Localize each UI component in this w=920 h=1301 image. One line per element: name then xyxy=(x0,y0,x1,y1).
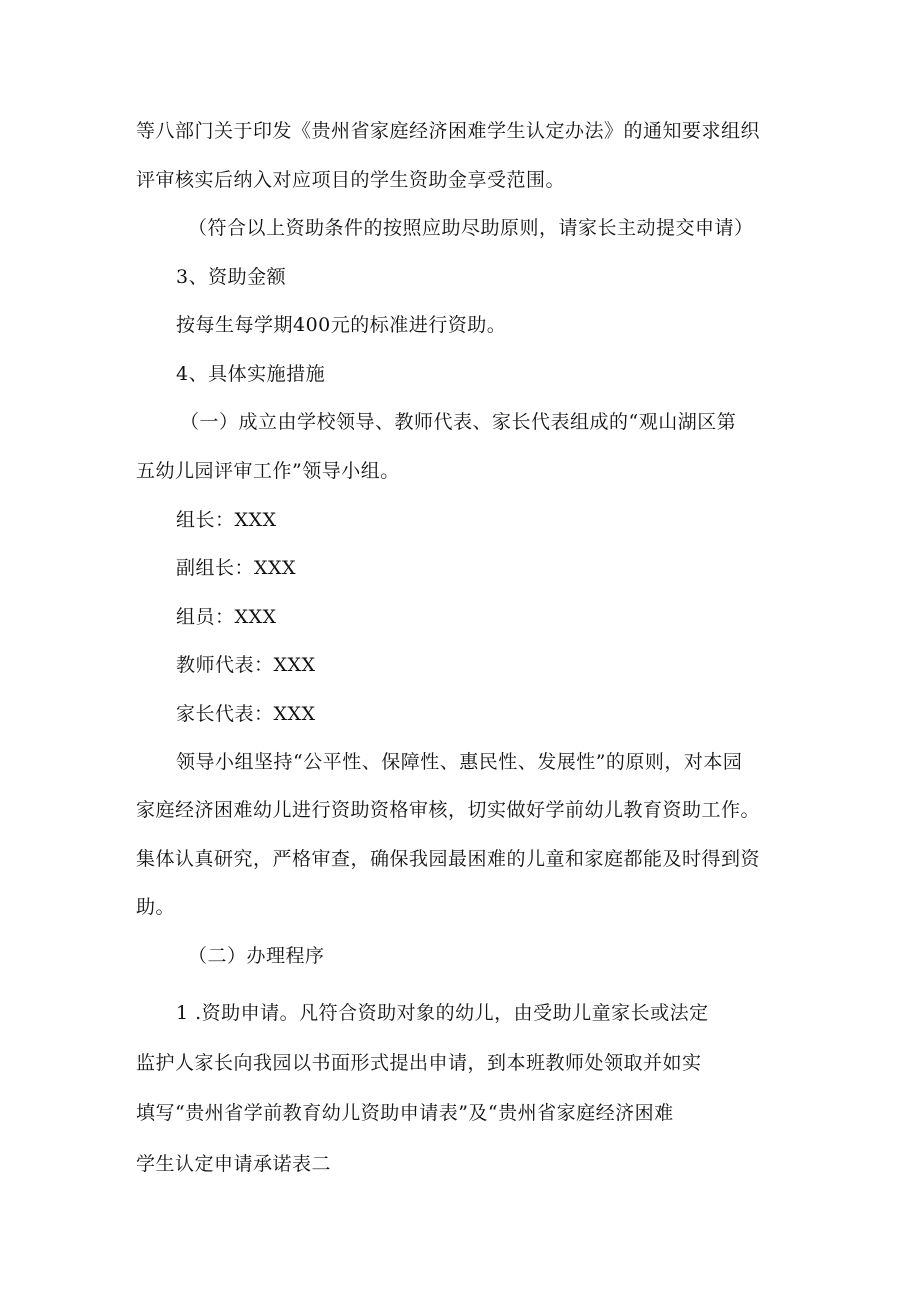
text-line: 监护人家长向我园以书面形式提出申请，到本班教师处领取并如实 xyxy=(136,1052,702,1074)
text-line: 填写“贵州省学前教育幼儿资助申请表”及“贵州省家庭经济困难 xyxy=(136,1102,674,1124)
text-line: 评审核实后纳入对应项目的学生资助金享受范围。 xyxy=(136,169,566,191)
text-line: 组员：XXX xyxy=(176,606,277,628)
text-line: 副组长：XXX xyxy=(176,557,297,579)
text-line: 等八部门关于印发《贵州省家庭经济困难学生认定办法》的通知要求组织 xyxy=(136,120,761,142)
section-heading: 3、资助金额 xyxy=(176,266,287,288)
text-line: （一）成立由学校领导、教师代表、家长代表组成的“观山湖区第 xyxy=(180,411,737,433)
text-line: 1 .资助申请。凡符合资助对象的幼儿，由受助儿童家长或法定 xyxy=(176,1002,709,1024)
text-line: 按每生每学期400元的标准进行资助。 xyxy=(176,314,507,336)
text-line: 领导小组坚持“公平性、保障性、惠民性、发展性”的原则，对本园 xyxy=(176,751,743,773)
text-line: 集体认真研究，严格审查，确保我园最困难的儿童和家庭都能及时得到资 xyxy=(136,848,761,870)
section-heading: （二）办理程序 xyxy=(188,945,325,967)
text-line: 学生认定申请承诺表二 xyxy=(136,1153,332,1175)
section-heading: 4、具体实施措施 xyxy=(176,363,326,385)
text-line: 五幼儿园评审工作”领导小组。 xyxy=(136,460,400,482)
text-line: （符合以上资助条件的按照应助尽助原则，请家长主动提交申请） xyxy=(188,217,754,239)
text-line: 教师代表：XXX xyxy=(176,654,316,676)
text-line: 组长：XXX xyxy=(176,509,277,531)
text-line: 家长代表：XXX xyxy=(176,703,316,725)
text-line: 助。 xyxy=(136,896,176,918)
text-line: 家庭经济困难幼儿进行资助资格审核，切实做好学前幼儿教育资助工作。 xyxy=(136,799,761,821)
